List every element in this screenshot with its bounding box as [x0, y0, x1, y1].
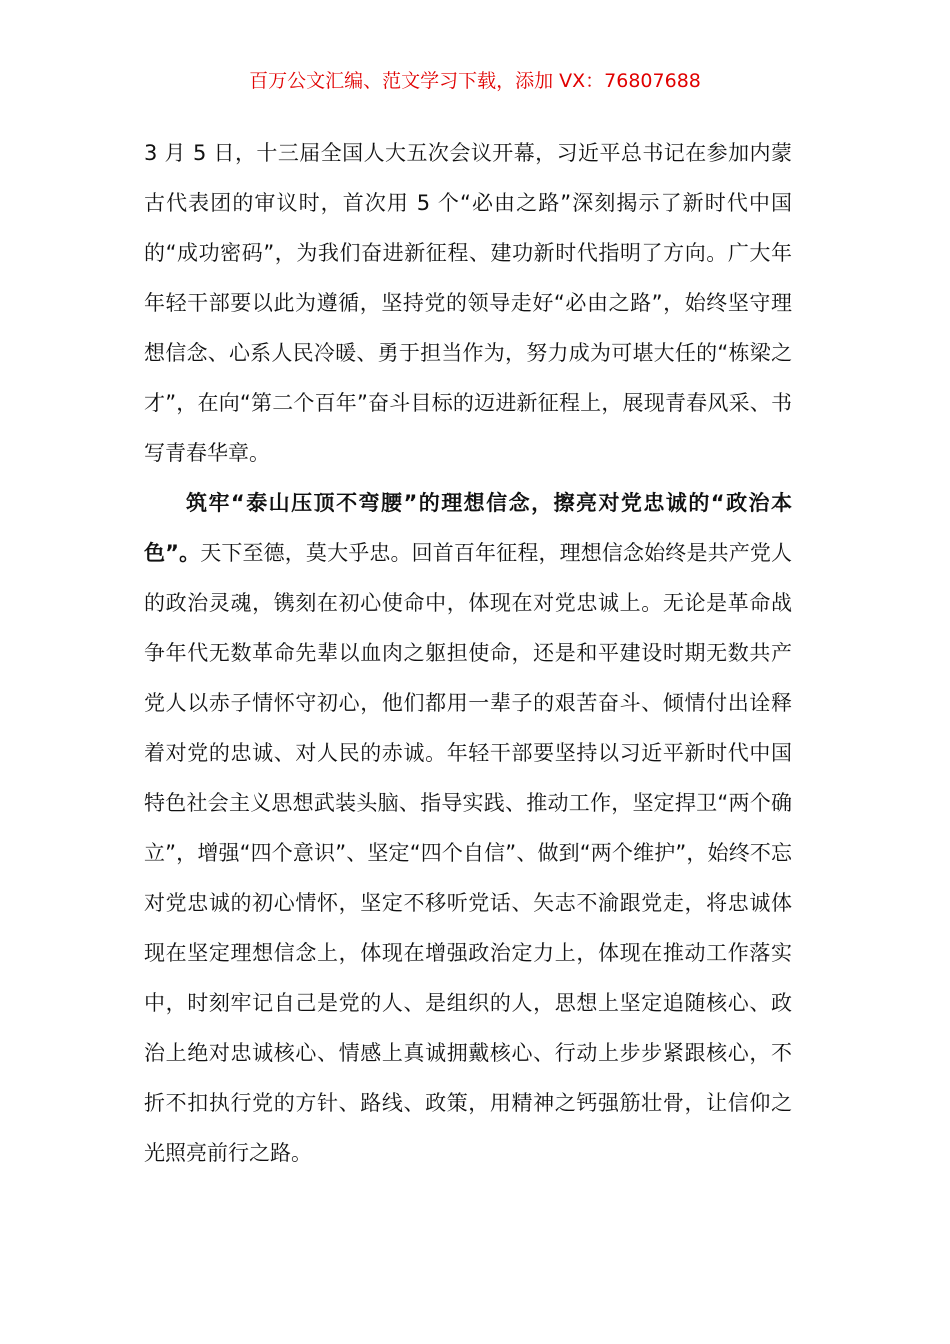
paragraph-intro: 3 月 5 日，十三届全国人大五次会议开幕，习近平总书记在参加内蒙古代表团的审议时，首次用 5 个“必由之路”深刻揭示了新时代中国的“成功密码”，为我们奋进新征程、建功新时代指明了方向。广大年年轻干部要以此为遵循，坚持党的领导走好“必由之路”，始终坚守理想信念、心系人民冷暖、勇于担当作为，努力成为可堪大任的“栋梁之才”，在向“第二个百年”奋斗目标的迈进新征程上，展现青春风采、书写青春华章。 [144, 141, 792, 465]
paragraph-section-1 [144, 478, 792, 1178]
document-header-banner: 百万公文汇编、范文学习下载，添加 VX：76807688 [249, 70, 701, 92]
section-heading: 筑牢“泰山压顶不弯腰”的理想信念，擦亮对党忠诚的“政治本色”。 [144, 491, 792, 565]
section-body: 天下至德，莫大乎忠。回首百年征程，理想信念始终是共产党人的政治灵魂，镌刻在初心使命中，体现在对党忠诚上。无论是革命战争年代无数革命先辈以血肉之躯担使命，还是和平建设时期无数共产党人以赤子情怀守初心，他们都用一辈子的艰苦奋斗、倾情付出诠释着对党的忠诚、对人民的赤诚。年轻干部要坚持以习近平新时代中国特色社会主义思想武装头脑、指导实践、推动工作，坚定捍卫“两个确立”，增强“四个意识”、坚定“四个自信”、做到“两个维护”，始终不忘对党忠诚的初心情怀，坚定不移听党话、矢志不渝跟党走，将忠诚体现在坚定理想信念上，体现在增强政治定力上，体现在推动工作落实中，时刻牢记自己是党的人、是组织的人，思想上坚定追随核心、政治上绝对忠诚核心、情感上真诚拥戴核心、行动上步步紧跟核心，不折不扣执行党的方针、路线、政策，用精神之钙强筋壮骨，让信仰之光照亮前行之路。 [144, 541, 793, 1165]
document-body [144, 128, 792, 1178]
